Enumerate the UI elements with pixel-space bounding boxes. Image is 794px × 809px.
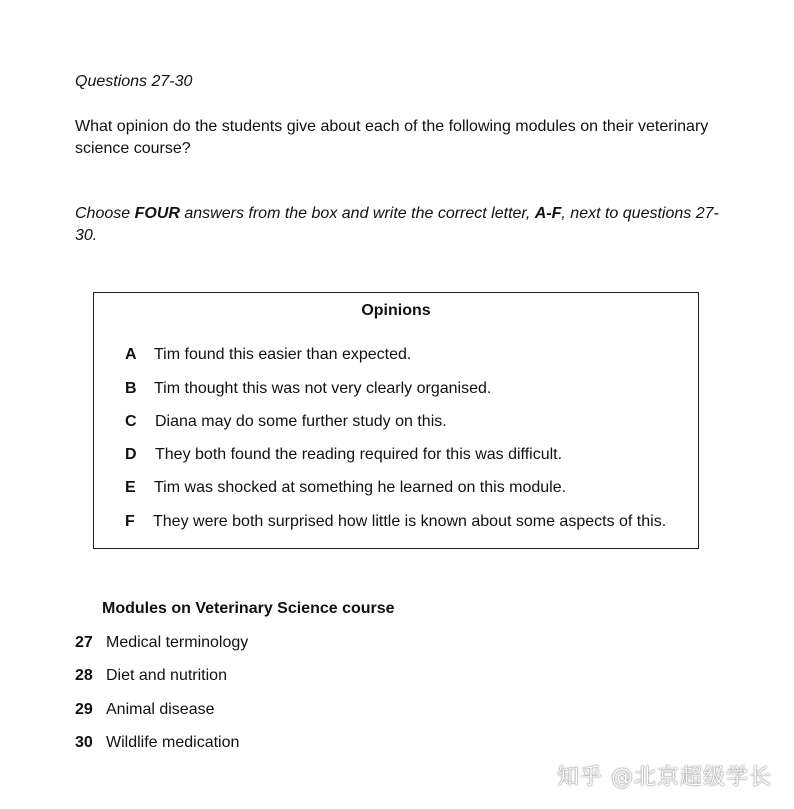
opinion-letter: E xyxy=(125,479,136,496)
watermark: 知乎 @北京超级学长 xyxy=(557,765,772,790)
module-row-30 xyxy=(75,732,239,754)
opinion-letter: C xyxy=(125,413,137,430)
opinion-option-e xyxy=(125,477,566,499)
opinion-option-d xyxy=(125,444,562,466)
opinion-text: Tim was shocked at something he learned on this module. xyxy=(154,479,567,496)
module-name: Medical terminology xyxy=(106,634,249,651)
opinion-text: They both found the reading required for this was difficult. xyxy=(155,446,563,463)
question-text: What opinion do the students give about each of the following modules on their veterinary science course? xyxy=(75,118,709,157)
opinion-text: They were both surprised how little is known about some aspects of this. xyxy=(153,513,667,530)
opinion-letter: D xyxy=(125,446,137,463)
instruction-bold-range: A-F xyxy=(534,205,562,222)
question-number: 28 xyxy=(75,667,93,684)
module-name: Wildlife medication xyxy=(106,734,240,751)
question-number: 30 xyxy=(75,734,93,751)
instruction-part-1: Choose xyxy=(75,205,135,222)
module-row-27 xyxy=(75,632,248,654)
question-number: 27 xyxy=(75,634,93,651)
opinion-option-f xyxy=(125,511,666,533)
module-row-28 xyxy=(75,665,227,687)
opinion-letter: F xyxy=(125,513,135,530)
module-name: Diet and nutrition xyxy=(106,667,227,684)
opinion-text: Tim found this easier than expected. xyxy=(154,346,412,363)
module-row-29 xyxy=(75,699,215,721)
question-number: 29 xyxy=(75,701,93,718)
opinion-letter: A xyxy=(125,346,137,363)
opinion-letter: B xyxy=(125,380,137,397)
instruction-bold-count: FOUR xyxy=(134,205,180,222)
opinion-option-b xyxy=(125,378,491,400)
opinion-text: Tim thought this was not very clearly organised. xyxy=(154,380,492,397)
opinions-title: Opinions xyxy=(361,302,431,319)
section-heading: Questions 27-30 xyxy=(75,73,193,90)
opinions-box xyxy=(93,292,699,549)
opinion-option-a xyxy=(125,344,411,366)
opinion-text: Diana may do some further study on this. xyxy=(155,413,447,430)
opinion-option-c xyxy=(125,411,447,433)
module-name: Animal disease xyxy=(106,701,215,718)
instruction-part-2: answers from the box and write the correct letter, xyxy=(179,205,535,222)
instruction-text xyxy=(75,203,725,247)
modules-title: Modules on Veterinary Science course xyxy=(102,600,395,617)
instruction-part-3: , next to questions 27-30. xyxy=(75,205,719,244)
